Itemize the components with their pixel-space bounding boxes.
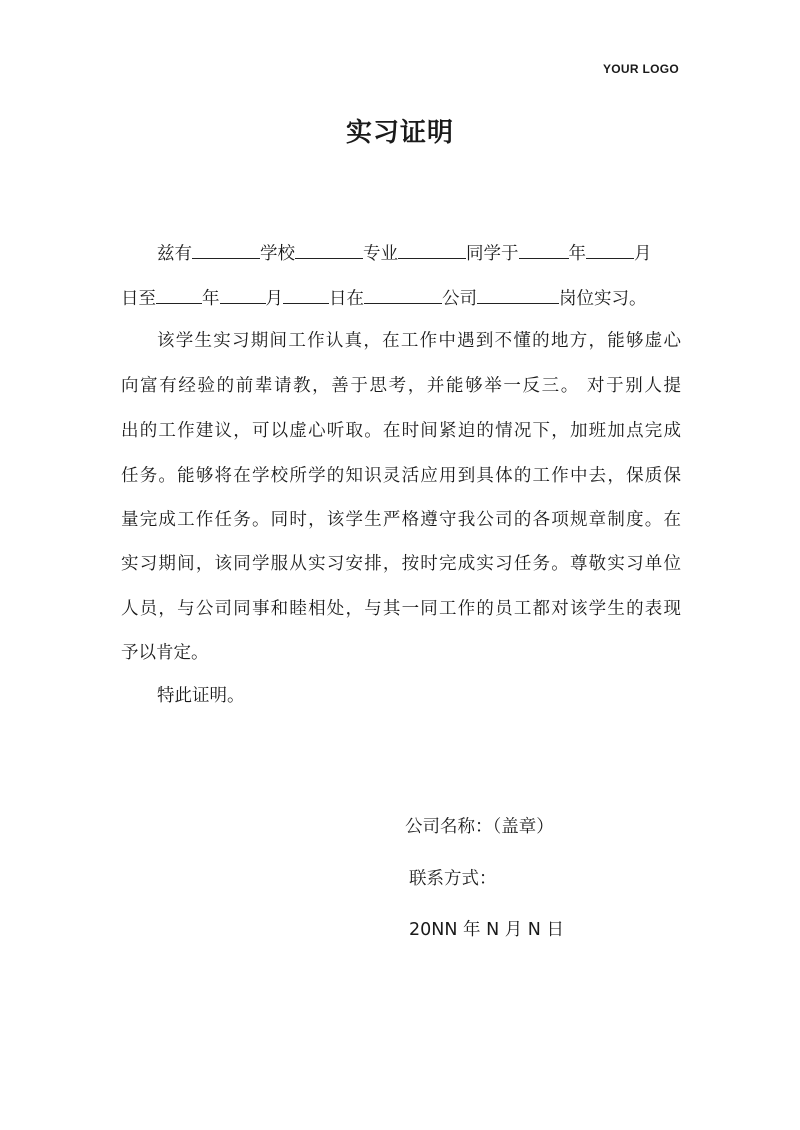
blank-field-student: [398, 240, 466, 259]
body-line: 实习期间，该同学服从实习安排，按时完成实习任务。尊敬实习单位: [121, 554, 681, 574]
intro-text: 日至: [121, 289, 156, 309]
body-line: 量完成工作任务。同时，该学生严格遵守我公司的各项规章制度。在: [121, 510, 681, 530]
intro-text: 年: [568, 244, 586, 264]
body-line: 向富有经验的前辈请教，善于思考，并能够举一反三。 对于别人提: [121, 376, 681, 396]
blank-field-school: [192, 240, 260, 259]
intro-text: 兹有: [157, 244, 192, 264]
date-text: 20NN 年 N 月 N 日: [409, 920, 564, 940]
intro-text: 学校: [260, 244, 295, 264]
contact-label: 联系方式：: [409, 869, 497, 889]
blank-field-day: [156, 285, 202, 304]
intro-text: 岗位实习。: [559, 289, 647, 309]
blank-field-major: [295, 240, 363, 259]
body-line: 该学生实习期间工作认真，在工作中遇到不懂的地方，能够虚心: [157, 331, 681, 351]
intro-text: 同学于: [466, 244, 519, 264]
body-line: 出的工作建议，可以虚心听取。在时间紧迫的情况下，加班加点完成: [121, 421, 681, 441]
blank-field-month: [586, 240, 634, 259]
intro-text: 月: [634, 244, 652, 264]
document-title: 实习证明: [345, 118, 454, 148]
body-line: 人员，与公司同事和睦相处，与其一同工作的员工都对该学生的表现: [121, 599, 681, 619]
blank-field-position: [477, 285, 559, 304]
intro-text: 公司: [442, 289, 477, 309]
intro-text: 日在: [329, 289, 364, 309]
intro-text: 专业: [363, 244, 398, 264]
company-name-label: 公司名称：（盖章）: [405, 817, 554, 837]
body-line: 予以肯定。: [121, 643, 209, 663]
blank-field-year: [519, 240, 569, 259]
body-line: 任务。能够将在学校所学的知识灵活应用到具体的工作中去，保质保: [121, 466, 681, 486]
intro-line-2: [121, 285, 681, 311]
blank-field-company: [364, 285, 442, 304]
intro-text: 月: [265, 289, 283, 309]
intro-line-1: [157, 240, 681, 266]
blank-field-end-year: [220, 285, 266, 304]
logo-text: YOUR LOGO: [602, 62, 679, 76]
blank-field-end-month: [283, 285, 329, 304]
closing-text: 特此证明。: [157, 686, 245, 706]
intro-text: 年: [202, 289, 220, 309]
